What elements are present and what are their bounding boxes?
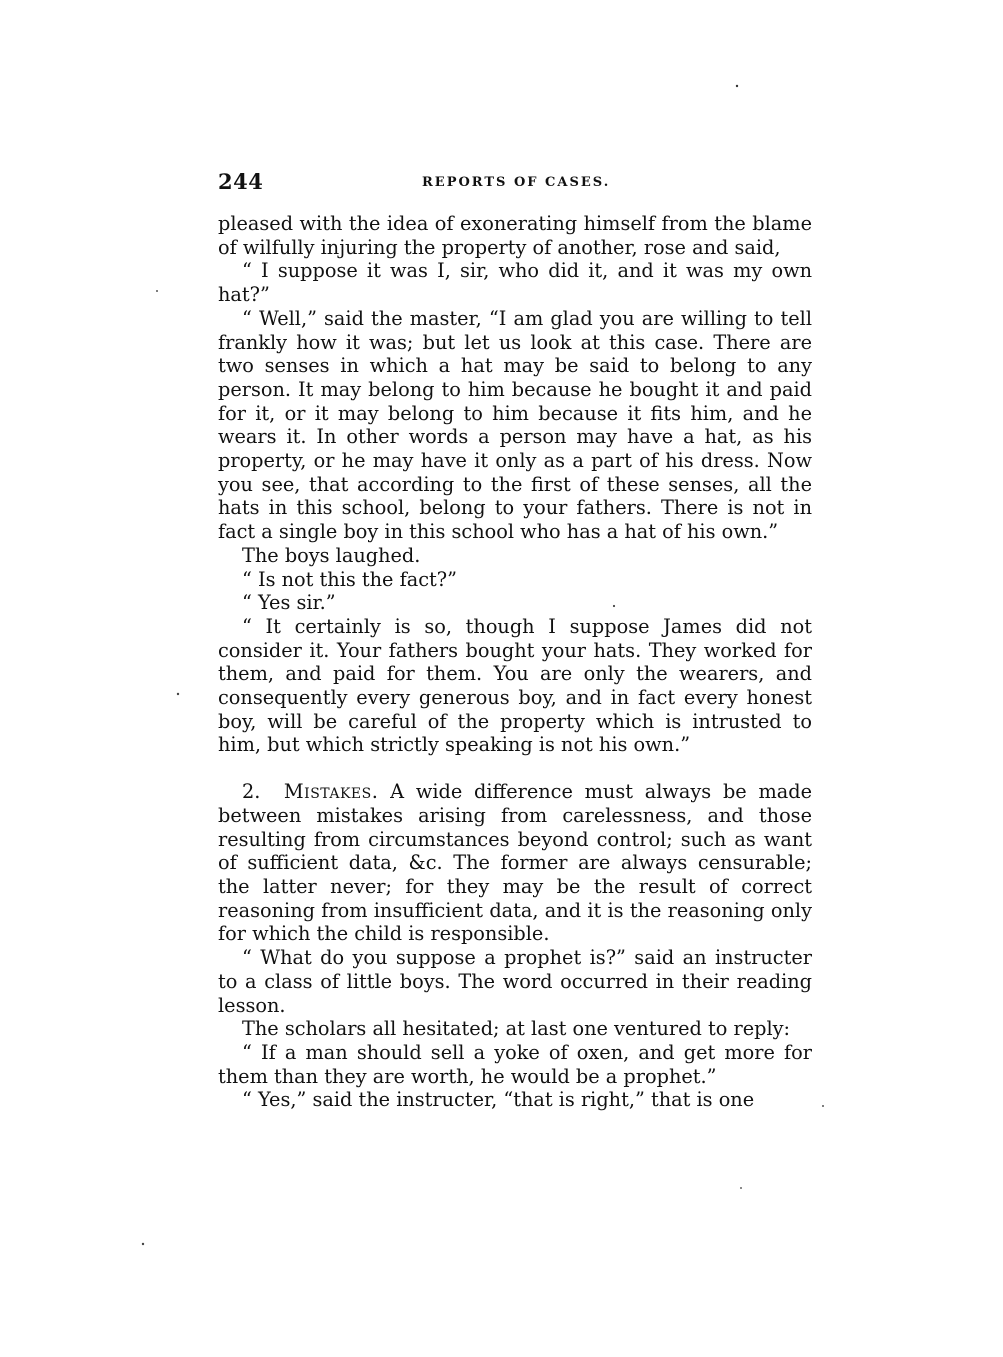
speck-right-margin: [822, 1105, 824, 1107]
speck-bottom-left: [142, 1243, 144, 1245]
paragraph-prophet-question: “ What do you suppose a prophet is?” said an instructer to a class of little boys. The word occurred in their reading lesson.: [218, 946, 812, 1017]
paragraph-answer: “ Yes sir.”: [242, 591, 336, 615]
speck-left-margin-1: [156, 290, 158, 292]
paragraph-question: “ Is not this the fact?”: [242, 567, 457, 591]
running-head: REPORTS OF CASES.: [422, 175, 611, 190]
section-number: 2.: [242, 780, 261, 804]
body-text: [218, 212, 812, 1112]
speck-bottom: [740, 1187, 742, 1189]
speck-left-margin-2: [177, 693, 179, 695]
paragraph-scholars-hesitated: The scholars all hesitated; at last one ventured to reply:: [242, 1017, 791, 1041]
section-title: Mistakes.: [283, 780, 379, 804]
page-header: [218, 170, 812, 194]
paragraph-james-reply: “ I suppose it was I, sir, who did it, and it was my own hat?”: [218, 259, 812, 307]
section-mistakes: [218, 780, 812, 946]
speck-top-right: [736, 85, 738, 87]
paragraph-master-conclusion: “ It certainly is so, though I suppose James did not consider it. Your fathers bought your hats. They worked for them, and paid for them. You are only the wearers, and consequently every generous boy, and in fact every honest boy, will be careful of the property which is intrusted to him, but which strictly speaking is not his own.”: [218, 614, 812, 757]
paragraph-continuation: pleased with the idea of exonerating himself from the blame of wilfully injuring the property of another, rose and said,: [218, 212, 812, 259]
paragraph-instructer-reply: “ Yes,” said the instructer, “that is right,” that is one: [242, 1088, 755, 1112]
section-intro: A wide difference must always be made between mistakes arising from carelessness, and those resulting from circumstances beyond control; such as want of sufficient data, &c. The former are always censurable; the latter never; for they may be the result of correct reasoning from insufficient data, and it is the reasoning only for which the child is responsible.: [218, 780, 812, 946]
paragraph-boys-laughed: The boys laughed.: [242, 543, 421, 567]
paragraph-oxen-reply: “ If a man should sell a yoke of oxen, and get more for them than they are worth, he would be a prophet.”: [218, 1040, 812, 1088]
section-gap: [218, 757, 812, 780]
paragraph-master-speech: “ Well,” said the master, “I am glad you are willing to tell frankly how it was; but let us look at this case. There are two senses in which a hat may be said to belong to any person. It may belong to him because he bought it and paid for it, or it may belong to him because it fits him, and he wears it. In other words a person may have a hat, as his property, or he may have it only as a part of his dress. Now you see, that according to the first of these senses, all the hats in this school, belong to your fathers. There is not in fact a single boy in this school who has a hat of his own.”: [218, 306, 812, 544]
page-number: 244: [218, 169, 264, 194]
